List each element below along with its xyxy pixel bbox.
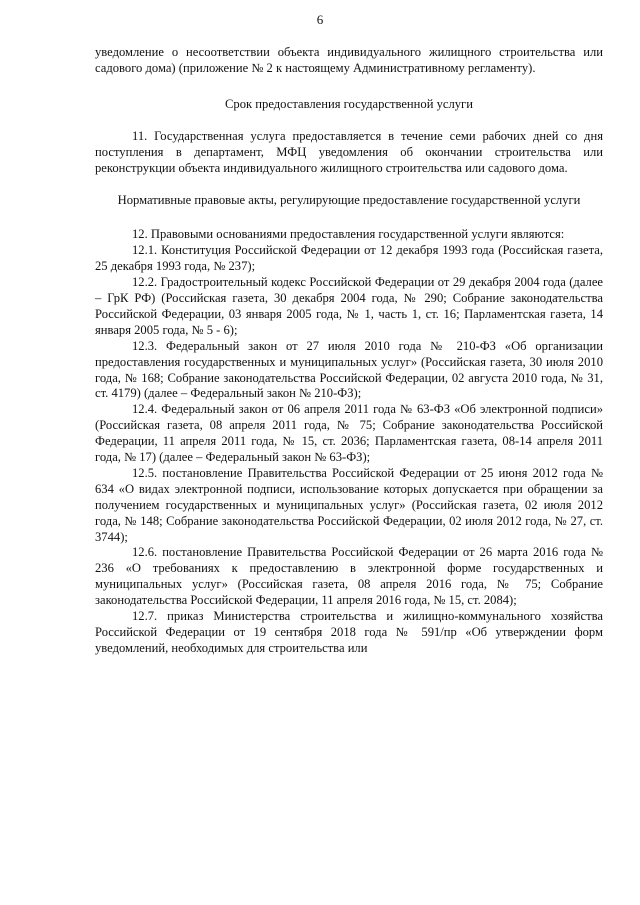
list-item-12-2: 12.2. Градостроительный кодекс Российской Федерации от 29 декабря 2004 года (далее – ГрК РФ) (Российская газета, 30 декабря 2004 года, № 290; Собрание законодательства Российской Федерации, 03 января 2005 года, № 1, часть 1, ст. 16; Парламентская газета, 14 января 2005 года, № 5 - 6); (95, 275, 603, 337)
section-heading-term: Срок предоставления государственной услуги (225, 96, 473, 111)
document-body (95, 0, 603, 657)
list-item-12-4: 12.4. Федеральный закон от 06 апреля 2011 года № 63-ФЗ «Об электронной подписи» (Российская газета, 08 апреля 2011 года, № 75; Собрание законодательства Российской Федерации, 11 апреля 2011 года, № 15, ст. 2036; Парламентская газета, 08-14 апреля 2011 года, № 17) (далее – Федеральный закон № 63-ФЗ); (95, 402, 603, 465)
paragraph-12: 12. Правовыми основаниями предоставления государственной услуги являются: (132, 227, 565, 242)
list-item-12-1: 12.1. Конституция Российской Федерации от 12 декабря 1993 года (Российская газета, 25 декабря 1993 года, № 237); (95, 243, 603, 274)
list-item-12-6: 12.6. постановление Правительства Российской Федерации от 26 марта 2016 года № 236 «О требованиях к предоставлению в электронной форме государственных и муниципальных услуг» (Российская газета, 08 апреля 2016 года, № 75; Собрание законодательства Российской Федерации, 11 апреля 2016 года, № 15, ст. 2084); (95, 545, 603, 608)
intro-paragraph: уведомление о несоответствии объекта индивидуального жилищного строительства или садового дома) (приложение № 2 к настоящему Административному регламенту). (95, 45, 603, 75)
paragraph-11: 11. Государственная услуга предоставляется в течение семи рабочих дней со дня поступления в департамент, МФЦ уведомления об окончании строительства или реконструкции объекта индивидуального жилищного строительства или садового дома. (95, 128, 603, 175)
list-item-12-3: 12.3. Федеральный закон от 27 июля 2010 года № 210-ФЗ «Об организации предоставления государственных и муниципальных услуг» (Российская газета, 30 июля 2010 года, № 168; Собрание законодательства Российской Федерации, 02 августа 2010 года, № 31, ст. 4179) (далее – Федеральный закон № 210-ФЗ); (95, 338, 603, 401)
list-item-12-5: 12.5. постановление Правительства Российской Федерации от 25 июня 2012 года № 634 «О видах электронной подписи, использование которых допускается при обращении за получением государственных и муниципальных услуг» (Российская газета, 02 июля 2012 года, № 148; Собрание законодательства Российской Федерации, 02 июля 2012 года, № 27, ст. 3744); (95, 465, 603, 544)
list-item-12-7: 12.7. приказ Министерства строительства и жилищно-коммунального хозяйства Российской Федерации от 19 сентября 2018 года № 591/пр «Об утверждении форм уведомлений, необходимых для строительства или (95, 609, 603, 655)
section-heading-acts: Нормативные правовые акты, регулирующие предоставление государственной услуги (117, 193, 581, 208)
page-number: 6 (316, 12, 324, 27)
